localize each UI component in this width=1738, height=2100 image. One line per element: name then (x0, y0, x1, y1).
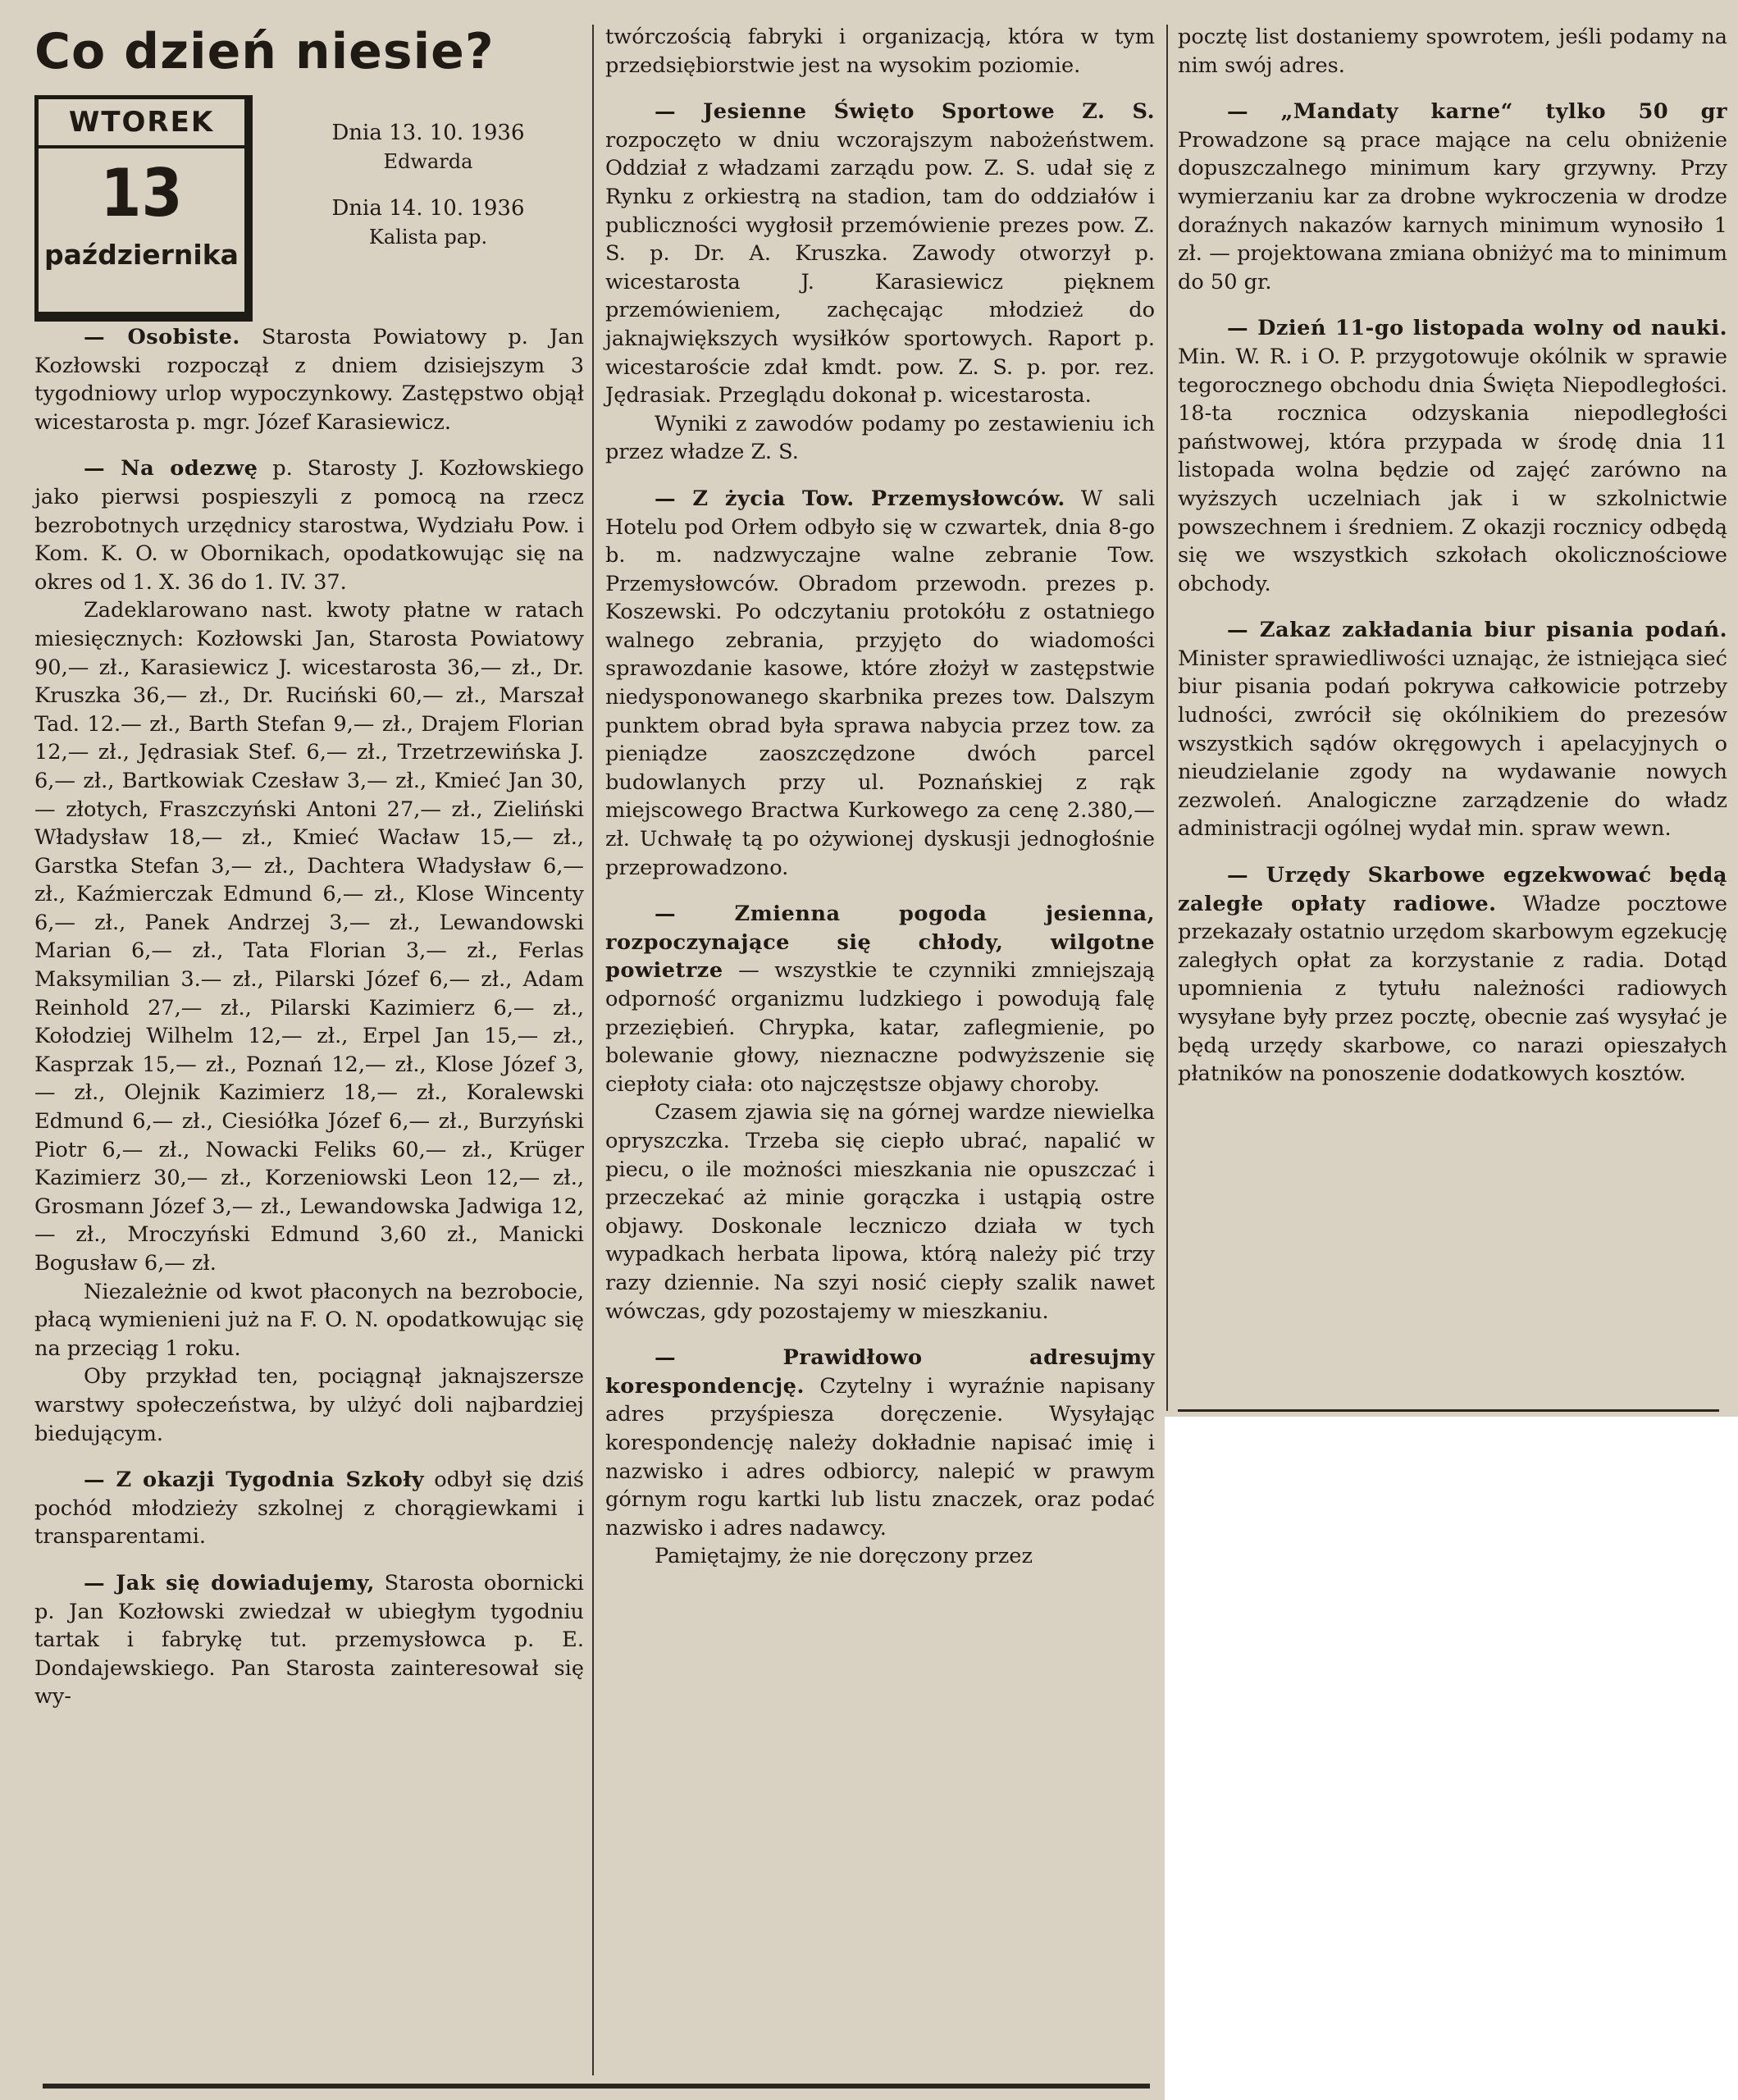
article-lead (605, 98, 1155, 410)
article (1178, 861, 1727, 1089)
article-lead (34, 1466, 584, 1551)
article-lead (1178, 314, 1727, 598)
article (605, 485, 1155, 882)
article-paragraph: Oby przykład ten, pociągnął jaknajszersze warstwy społeczeństwa, by ulżyć doli najbardziej biedującym. (34, 1364, 584, 1446)
column-rule (592, 25, 594, 2075)
article-lead (34, 454, 584, 596)
article-heading: — Urzędy Skarbowe egzekwować będą zaległe opłaty radiowe. (1178, 863, 1727, 916)
article-lead (605, 23, 1155, 80)
article-paragraph: Zadeklarowano nast. kwoty płatne w ratach miesięcznych: Kozłowski Jan, Starosta Powiatowy 90,— zł., Karasiewicz J. wicestarosta 36,— zł., Dr. Kruszka 36,— zł., Dr. Ruciński 60,— zł., Marszał Tad. 12.— zł., Barth Stefan 9,— zł., Drajem Florian 12,— zł., Jędrasiak Stef. 6,— zł., Trzetrzewińska J. 6,— zł., Bartkowiak Czesław 3,— zł., Kmieć Jan 30,— złotych, Fraszczyński Antoni 27,— zł., Zieliński Władysław 18,— zł., Kmieć Wacław 15,— zł., Garstka Stefan 3,— zł., Dachtera Władysław 6,— zł., Kaźmierczak Edmund 6,— zł., Klose Wincenty 6,— zł., Panek Andrzej 3,— zł., Lewandowski Marian 6,— zł., Tata Florian 3,— zł., Ferlas Maksymilian 3.— zł., Pilarski Józef 6,— zł., Adam Reinhold 27,— zł., Pilarski Kazimierz 6,— zł., Kołodziej Wilhelm 12,— zł., Erpel Jan 15,— zł., Kasprzak 15,— zł., Poznań 12,— zł., Klose Józef 3,— zł., Olejnik Kazimierz 18,— zł., Koralewski Edmund 6,— zł., Ciesiółka Józef 6,— zł., Burzyński Piotr 6,— zł., Nowacki Feliks 60,— zł., Krüger Kazimierz 30,— zł., Korzeniowski Leon 12,— zł., Grosmann Józef 3,— zł., Lewandowska Jadwiga 12,— zł., Mroczyński Edmund 3,60 zł., Manicki Bogusław 6,— zł. (34, 598, 584, 1276)
article-lead (1178, 98, 1727, 296)
article-text: Starosta obornicki p. Jan Kozłowski zwiedzał w ubiegłym tygodniu tartak i fabrykę tut. przemysłowca p. E. Dondajewskiego. Pan Starosta zainteresował się wy- (34, 1570, 584, 1710)
article (605, 23, 1155, 80)
calendar-block (34, 85, 584, 323)
article-text: odbył się dziś pochód młodzieży szkolnej z chorągiewkami i transparentami. (34, 1468, 584, 1550)
bottom-rule (43, 2084, 1150, 2089)
calendar-day: 13 (100, 155, 183, 231)
articles (34, 323, 584, 1711)
article-text: twórczością fabryki i organizacją, która w tym przedsiębiorstwie jest na wysokim poziomie. (605, 25, 1155, 78)
article (1178, 616, 1727, 843)
article-text: Władze pocztowe przekazały ostatnio urzędom skarbowym egzekucję zaległych opłat za korzystanie z radia. Dotąd upomnienia z tytułu należności radiowych wysyłane były przez pocztę, obecnie zaś wysyłać je będą urzędy skarbowe, co narazi opieszałych płatników na ponoszenie dodatkowych kosztów. (1178, 891, 1727, 1087)
article-text: — wszystkie te czynniki zmniejszają odporność organizmu ludzkiego i powodują falę przeziębień. Chrypka, katar, zaflegmienie, po bolewanie głowy, nieznaczne podwyższenie się ciepłoty ciała: oto najczęstsze objawy choroby. (605, 958, 1155, 1097)
calendar-weekday: WTOREK (39, 99, 244, 148)
date-line: Dnia 14. 10. 1936 (331, 196, 525, 221)
article-paragraph: Wyniki z zawodów podamy po zestawieniu ich przez władze Z. S. (605, 411, 1155, 465)
article-text: p. Starosty J. Kozłowskiego jako pierwsi pospieszyli z pomocą na rzecz bezrobotnych urzędnicy starostwa, Wydziału Pow. i Kom. K. O. w Obornikach, opodatkowując się na okres od 1. X. 36 do 1. IV. 37. (34, 456, 584, 595)
article (34, 323, 584, 436)
article-heading: — Jak się dowiadujemy, (84, 1570, 375, 1596)
articles (605, 23, 1155, 1571)
article-lead (605, 485, 1155, 882)
article-heading: — Dzień 11-go listopada wolny od nauki. (1227, 316, 1727, 341)
articles (1178, 23, 1727, 1089)
article (605, 900, 1155, 1326)
article-heading: — Osobiste. (84, 325, 240, 349)
article (34, 1466, 584, 1551)
article-text: Minister sprawiedliwości uznając, że istniejąca sieć biur pisania podań pokrywa całkowicie potrzeby ludności, zwrócił się okólnikiem do prezesów wszystkich sądów okręgowych i apelacyjnych o nieudzielanie zgody na wydawanie nowych zezwoleń. Analogiczne zarządzenie do władz administracji ogólnej wydał min. spraw wewn. (1178, 646, 1727, 842)
article (34, 1569, 584, 1711)
article-text: W sali Hotelu pod Orłem odbyło się w czwartek, dnia 8-go b. m. nadzwyczajne walne zebranie Tow. Przemysłowców. Obradom przewodn. prezes p. Koszewski. Po odczytaniu protokółu z ostatniego walnego zebrania, przyjęto do wiadomości sprawozdanie kasowe, które złożył w zastępstwie niedysponowanego skarbnika prezes tow. Dalszym punktem obrad była sprawa nabycia przez tow. za pieniądze zaoszczędzone dwóch parcel budowlanych przy ul. Poznańskiej z rąk miejscowego Bractwa Kurkowego za cenę 2.380,— zł. Uchwałę tą po ożywionej dyskusji jednogłośnie przeprowadzono. (605, 486, 1156, 880)
article-lead (34, 1569, 584, 1711)
column-end-rule (1178, 1409, 1719, 1412)
article-lead (605, 900, 1155, 1098)
article-heading: — Prawidłowo adresujmy korespondencję. (605, 1345, 1155, 1399)
name-day: Kalista pap. (368, 226, 488, 249)
article-lead (1178, 23, 1727, 80)
article-heading: — Z życia Tow. Przemysłowców. (655, 486, 1065, 511)
article (34, 454, 584, 1448)
column-1 (34, 23, 584, 1721)
column-3 (1178, 23, 1727, 1098)
article-paragraph: Czasem zjawia się na górnej wardze niewielka opryszczka. Trzeba się ciepło ubrać, napalić w piecu, o ile możności mieszkania nie opuszczać i przeczekać aż minie gorączka i ustąpią ostre objawy. Doskonale leczniczo działa w tych wypadkach herbata lipowa, którą należy pić trzy razy dziennie. Na szyi nosić ciepły szalik nawet wówczas, gdy pozostajemy w mieszkaniu. (605, 1100, 1155, 1324)
article (605, 98, 1155, 467)
article-heading: — Zmienna pogoda jesienna, rozpoczynające się chłody, wilgotne powietrze (605, 902, 1155, 984)
article-lead (1178, 616, 1727, 843)
article-paragraph: Niezależnie od kwot płaconych na bezrobocie, płacą wymienieni już na F. O. N. opodatkowując się na przeciąg 1 roku. (34, 1279, 584, 1361)
article-heading: — „Mandaty karne“ tylko 50 gr (1227, 99, 1727, 125)
article-heading: — Na odezwę (84, 456, 258, 482)
article-text: rozpoczęto w dniu wczorajszym nabożeństwem. Oddział z władzami zarządu pow. Z. S. udał się z Rynku z orkiestrą na stadion, tam do oddziałów i publiczności wygłosił przemówienie prezes pow. Z. S. p. Dr. A. Kruszka. Zawody otworzył p. wicestarosta J. Karasiewicz pięknem przemówieniem, zachęcając młodzież do jaknajwiększych wysiłków sportowych. Raport p. wicestaroście zdał kmdt. pow. Z. S. p. por. rez. Jędrasiak. Przeglądu dokonał p. wicestarosta. (605, 127, 1155, 409)
article (1178, 314, 1727, 598)
name-day: Edwarda (383, 150, 473, 173)
column-rule (1166, 25, 1168, 1411)
article-heading: — Z okazji Tygodnia Szkoły (84, 1468, 425, 1493)
article-paragraph: Pamiętajmy, że nie doręczony przez (655, 1544, 1033, 1569)
article-text: Czytelny i wyraźnie napisany adres przyśpiesza doręczenie. Wysyłając korespondencję należy dokładnie napisać imię i nazwisko i adres odbiorcy, nalepić w prawym górnym rogu kartki lub listu znaczek, oraz podać nazwisko i adres nadawcy. (605, 1373, 1155, 1541)
article-heading: — Zakaz zakładania biur pisania podań. (1227, 618, 1727, 643)
article-lead (34, 323, 584, 436)
column-2 (605, 23, 1155, 1581)
article (605, 1344, 1155, 1571)
article (1178, 23, 1727, 80)
article-lead (605, 1344, 1155, 1542)
article-text: Min. W. R. i O. P. przygotowuje okólnik w sprawie tegorocznego obchodu dnia Święta Niepodległości. 18-ta rocznica odzyskania niepodległości państwowej, która przypada w środę dnia 11 listopada wolna będzie od zajęć zarówno na wyższych uczelniach jak i w szkolnictwie powszechnem i średniem. Z okazji rocznicy odbędą się we wszystkich szkołach okolicznościowe obchody. (1178, 344, 1727, 596)
calendar-card (34, 95, 253, 322)
article (1178, 98, 1727, 296)
article-text: Prowadzone są prace mające na celu obniżenie dopuszczalnego minimum kary grzywny. Przy wymierzaniu kar za drobne wykroczenia w drodze doraźnych nakazów karnych minimum wynosiło 1 zł. — projektowana zmiana obniżyć ma to minimum do 50 gr. (1178, 127, 1727, 294)
calendar-month: października (44, 239, 239, 271)
date-line: Dnia 13. 10. 1936 (331, 121, 525, 145)
article-text: Starosta Powiatowy p. Jan Kozłowski rozpoczął z dniem dzisiejszym 3 tygodniowy urlop wypoczynkowy. Zastępstwo objął wicestarosta p. mgr. Józef Karasiewicz. (34, 325, 584, 435)
page-title: Co dzień niesie? (34, 23, 495, 80)
name-days (281, 118, 576, 269)
article-heading: — Jesienne Święto Sportowe Z. S. (655, 99, 1155, 125)
article-text: pocztę list dostaniemy spowrotem, jeśli podamy na nim swój adres. (1178, 25, 1727, 78)
article-lead (1178, 861, 1727, 1089)
